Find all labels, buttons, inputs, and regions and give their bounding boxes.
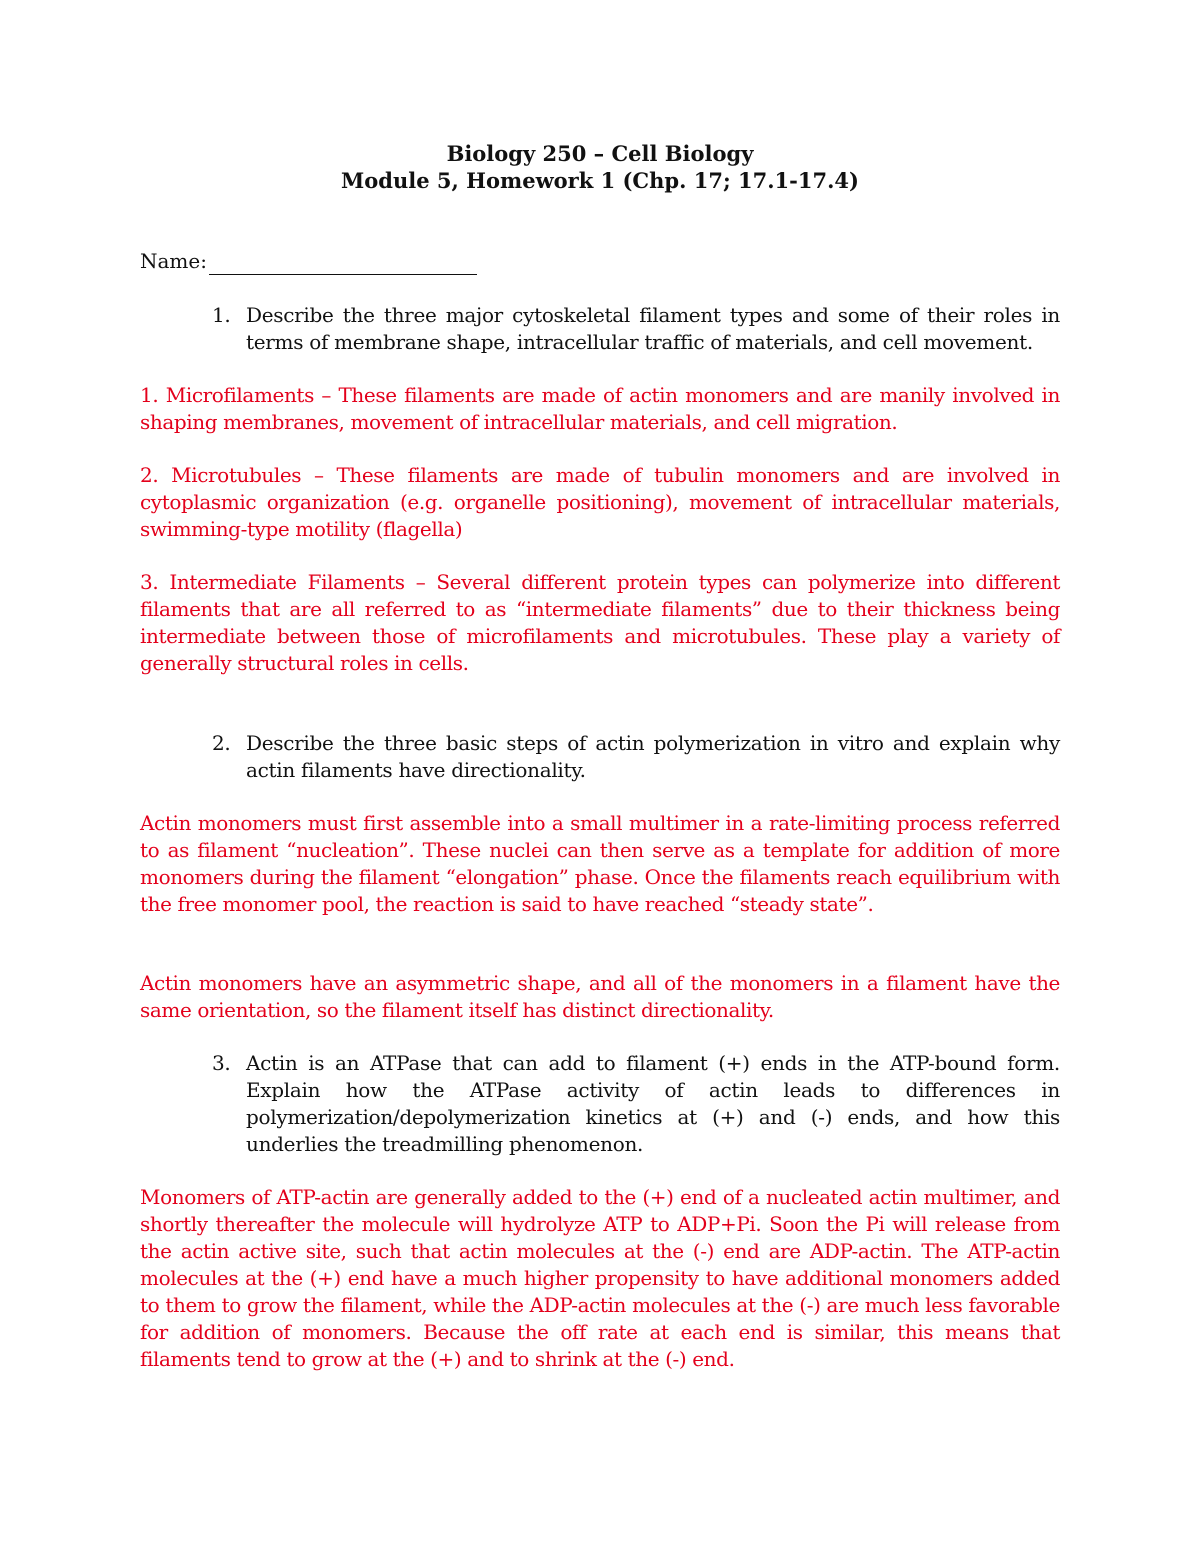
- question-text: Describe the three basic steps of actin polymerization in vitro and explain why actin filaments have directionality.: [246, 731, 1060, 782]
- question-text: Actin is an ATPase that can add to filament (+) ends in the ATP-bound form. Explain how the ATPase activity of actin leads to differences in polymerization/depolymerization kinetics at (+) and (-) ends, and how this underlies the treadmilling phenomenon.: [246, 1051, 1060, 1156]
- answer-intermediate-filaments: 3. Intermediate Filaments – Several different protein types can polymerize into different filaments that are all referred to as “intermediate filaments” due to their thickness being intermediate between those of microfilaments and microtubules. These play a variety of generally structural roles in cells.: [140, 570, 1060, 675]
- name-field-row: [140, 248, 477, 275]
- name-blank-line: [209, 254, 477, 275]
- answer-microtubules: 2. Microtubules – These filaments are made of tubulin monomers and are involved in cytoplasmic organization (e.g. organelle positioning), movement of intracellular materials, swimming-type motility (flagella): [140, 463, 1060, 541]
- document-title: Biology 250 – Cell Biology: [446, 141, 754, 166]
- name-label: Name:: [140, 249, 207, 273]
- answer-treadmilling: Monomers of ATP-actin are generally added to the (+) end of a nucleated actin multimer, and shortly thereafter the molecule will hydrolyze ATP to ADP+Pi. Soon the Pi will release from the actin active site, such that actin molecules at the (-) end are ADP-actin. The ATP-actin molecules at the (+) end have a much higher propensity to have additional monomers added to them to grow the filament, while the ADP-actin molecules at the (-) are much less favorable for addition of monomers. Because the off rate at each end is similar, this means that filaments tend to grow at the (+) and to shrink at the (-) end.: [140, 1185, 1060, 1371]
- question-text: Describe the three major cytoskeletal filament types and some of their roles in terms of membrane shape, intracellular traffic of materials, and cell movement.: [246, 303, 1060, 354]
- question-number: 1.: [212, 303, 231, 327]
- question-2: [212, 730, 1060, 784]
- answer-directionality: Actin monomers have an asymmetric shape, and all of the monomers in a filament have the same orientation, so the filament itself has distinct directionality.: [140, 971, 1060, 1022]
- question-1: [212, 302, 1060, 356]
- answer-polymerization-steps: Actin monomers must first assemble into a small multimer in a rate-limiting process referred to as filament “nucleation”. These nuclei can then serve as a template for addition of more monomers during the filament “elongation” phase. Once the filaments reach equilibrium with the free monomer pool, the reaction is said to have reached “steady state”.: [140, 811, 1060, 916]
- question-3: [212, 1050, 1060, 1158]
- question-number: 2.: [212, 731, 231, 755]
- document-subtitle: Module 5, Homework 1 (Chp. 17; 17.1-17.4): [341, 168, 859, 193]
- document-header: [140, 140, 1060, 194]
- question-number: 3.: [212, 1051, 231, 1075]
- answer-microfilaments: 1. Microfilaments – These filaments are made of actin monomers and are manily involved in shaping membranes, movement of intracellular materials, and cell migration.: [140, 383, 1060, 434]
